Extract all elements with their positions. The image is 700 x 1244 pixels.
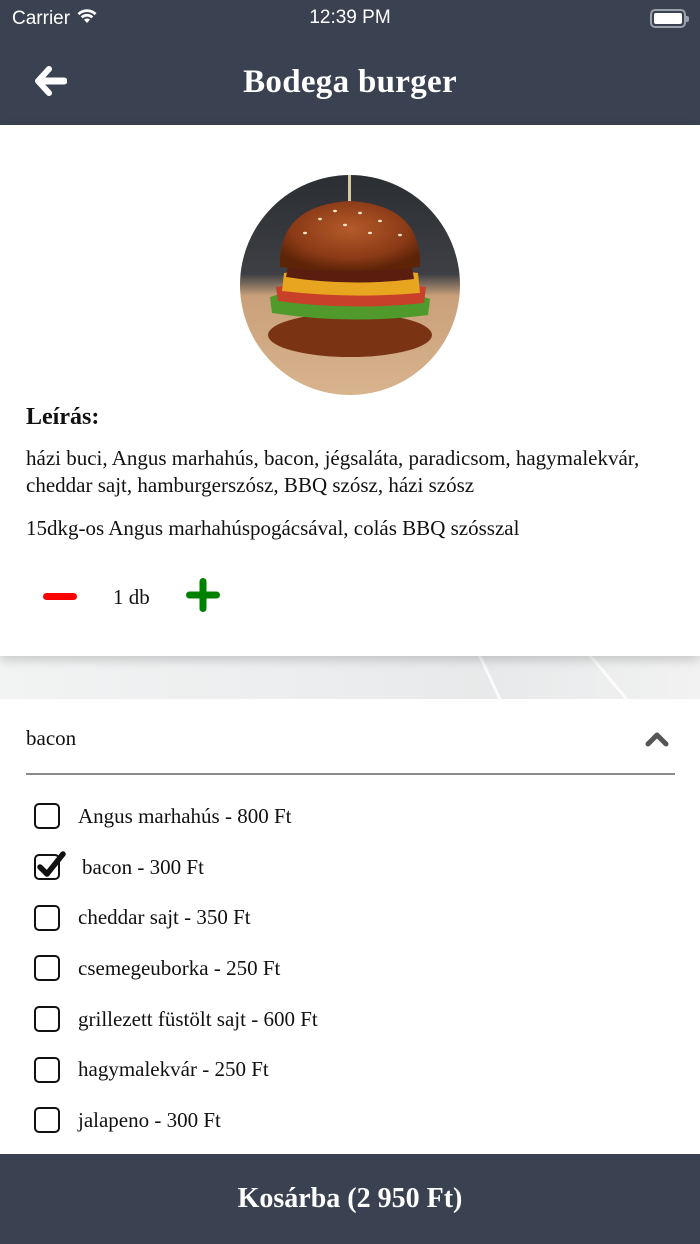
description-label: Leírás: <box>26 404 100 430</box>
status-bar <box>0 0 700 38</box>
increase-quantity-button[interactable] <box>183 577 223 617</box>
quantity-stepper <box>40 577 223 617</box>
extras-section <box>0 699 700 1154</box>
add-to-cart-button[interactable]: Kosárba (2 950 Ft) <box>0 1154 700 1244</box>
extra-option-label: csemegeuborka - 250 Ft <box>78 955 281 980</box>
page-title: Bodega burger <box>243 64 457 100</box>
extra-option[interactable] <box>34 842 318 893</box>
extra-option[interactable] <box>34 1146 318 1154</box>
description-text: házi buci, Angus marhahús, bacon, jégsaláta, paradicsom, hagymalekvár, cheddar sajt, hamburgerszósz, BBQ szósz, házi szósz <box>26 446 640 497</box>
checkbox-checked-icon[interactable] <box>34 854 60 880</box>
extra-option-label: hagymalekvár - 250 Ft <box>78 1057 269 1082</box>
extras-dropdown-value: bacon <box>26 726 77 750</box>
nav-bar <box>0 40 700 125</box>
quantity-value: 1 db <box>113 584 150 609</box>
extra-option-label: Angus marhahús - 800 Ft <box>78 803 292 828</box>
extra-option-label: bacon - 300 Ft <box>82 854 204 879</box>
plus-icon <box>186 578 220 617</box>
extra-option[interactable] <box>34 994 318 1045</box>
carrier-label: Carrier <box>12 7 71 29</box>
extras-options-list <box>34 791 318 1154</box>
top-bar <box>0 0 700 125</box>
minus-icon <box>43 588 77 606</box>
product-image <box>240 175 460 395</box>
extra-option-label: jalapeno - 300 Ft <box>78 1107 221 1132</box>
clock: 12:39 PM <box>309 7 391 28</box>
background-band <box>0 656 700 699</box>
extra-option[interactable] <box>34 892 318 943</box>
product-card <box>0 125 700 656</box>
battery-icon <box>650 9 686 28</box>
extra-option-label: cheddar sajt - 350 Ft <box>78 905 251 930</box>
extra-option[interactable] <box>34 1095 318 1146</box>
extra-option[interactable] <box>34 791 318 842</box>
checkbox-unchecked-icon[interactable] <box>34 803 60 829</box>
extras-dropdown[interactable] <box>26 699 675 775</box>
checkbox-unchecked-icon[interactable] <box>34 905 60 931</box>
checkbox-unchecked-icon[interactable] <box>34 1006 60 1032</box>
checkbox-unchecked-icon[interactable] <box>34 1107 60 1133</box>
extra-option[interactable] <box>34 943 318 994</box>
checkbox-unchecked-icon[interactable] <box>34 1057 60 1083</box>
checkbox-unchecked-icon[interactable] <box>34 955 60 981</box>
description-extra: 15dkg-os Angus marhahúspogácsával, colás BBQ szósszal <box>26 516 520 540</box>
decrease-quantity-button[interactable] <box>40 577 80 617</box>
extra-option[interactable] <box>34 1044 318 1095</box>
extra-option-label: grillezett füstölt sajt - 600 Ft <box>78 1006 318 1031</box>
chevron-up-icon <box>645 731 669 752</box>
